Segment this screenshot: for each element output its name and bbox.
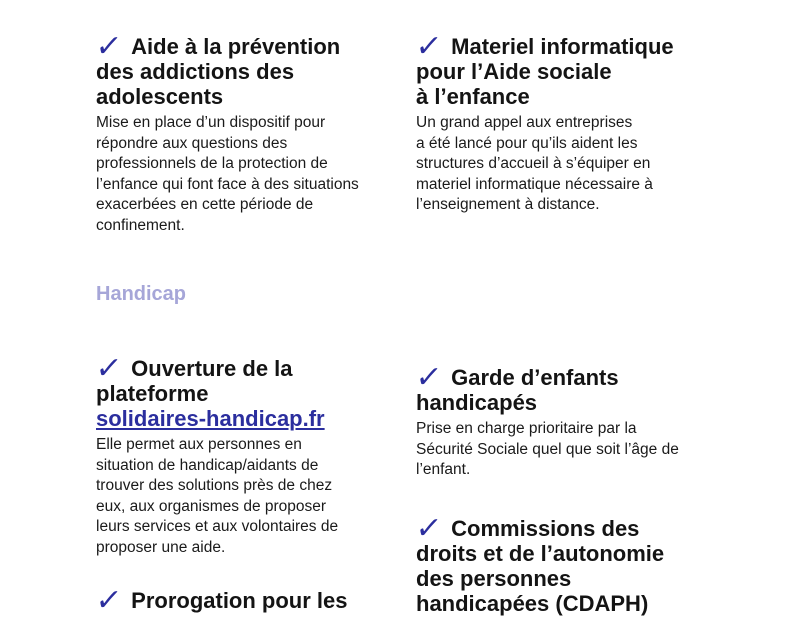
measure-description	[416, 113, 736, 216]
text-line: structures d’accueil à s’équiper en	[416, 155, 651, 172]
text-line: trouver des solutions près de chez	[96, 477, 333, 494]
text-line: l’enfant.	[416, 461, 471, 478]
measure-addiction-prevention	[93, 30, 396, 236]
measure-description	[416, 419, 736, 481]
text-line: leurs services et aux volontaires de	[96, 518, 339, 535]
text-line: proposer une aide.	[96, 538, 226, 556]
measure-cdaph	[413, 512, 736, 616]
text-line: Prise en charge prioritaire par la	[416, 420, 637, 437]
text-line: confinement.	[96, 216, 185, 234]
title-line: à l’enfance	[416, 84, 530, 109]
title-line: des addictions des	[96, 59, 295, 84]
text-line: materiel informatique nécessaire à	[416, 175, 653, 193]
measure-description	[96, 113, 396, 236]
title-line: ✓ Garde d’enfants	[413, 361, 619, 394]
measure-platform-opening	[93, 352, 396, 558]
text-line: professionnels de la protection de	[96, 155, 328, 172]
title-line: ✓ Aide à la prévention	[93, 30, 341, 63]
measure-title	[93, 584, 396, 617]
text-line: l’enseignement à distance.	[416, 196, 600, 213]
text-line: exacerbées en cette période de	[96, 196, 314, 213]
measure-title	[413, 361, 736, 415]
platform-link[interactable]: solidaires-handicap.fr	[96, 406, 325, 431]
text-line: a été lancé pour qu’ils aident les	[416, 134, 638, 152]
checkmark-icon: ✓	[93, 584, 124, 617]
title-line: des personnes	[416, 566, 572, 591]
title-line: ✓ Commissions des	[413, 512, 640, 545]
title-line: pour l’Aide sociale	[416, 59, 612, 84]
measure-it-equipment	[413, 30, 736, 216]
checkmark-icon: ✓	[413, 512, 444, 545]
checkmark-icon: ✓	[93, 352, 124, 385]
title-line: handicapées (CDAPH)	[416, 591, 649, 616]
text-line: Mise en place d’un dispositif pour	[96, 114, 326, 131]
section-heading: Handicap	[96, 283, 187, 305]
title-line: adolescents	[96, 84, 224, 109]
text-line: Un grand appel aux entreprises	[416, 114, 633, 131]
title-line: handicapés	[416, 390, 538, 415]
title-line: droits et de l’autonomie	[416, 541, 665, 566]
checkmark-icon: ✓	[93, 30, 124, 63]
checkmark-icon: ✓	[413, 30, 444, 63]
text-line: répondre aux questions des	[96, 134, 288, 152]
title-line: ✓ Materiel informatique	[413, 30, 674, 63]
checkmark-icon: ✓	[413, 361, 444, 394]
measure-childcare	[413, 361, 736, 481]
text-line: situation de handicap/aidants de	[96, 456, 319, 474]
measure-title	[413, 512, 736, 616]
text-line: l’enfance qui font face à des situations	[96, 175, 359, 193]
title-line: ✓ Ouverture de la	[93, 352, 293, 385]
text-line: Elle permet aux personnes en	[96, 436, 302, 453]
measure-title	[93, 30, 396, 109]
text-line: eux, aux organismes de proposer	[96, 497, 327, 515]
title-line: plateforme	[96, 381, 209, 406]
measure-prorogation	[93, 584, 396, 617]
title-line	[96, 406, 396, 431]
text-line: Sécurité Sociale quel que soit l’âge de	[416, 440, 679, 458]
measure-title	[413, 30, 736, 109]
title-line: ✓ Prorogation pour les	[93, 584, 348, 617]
measure-title	[93, 352, 396, 431]
measure-description	[96, 435, 396, 558]
